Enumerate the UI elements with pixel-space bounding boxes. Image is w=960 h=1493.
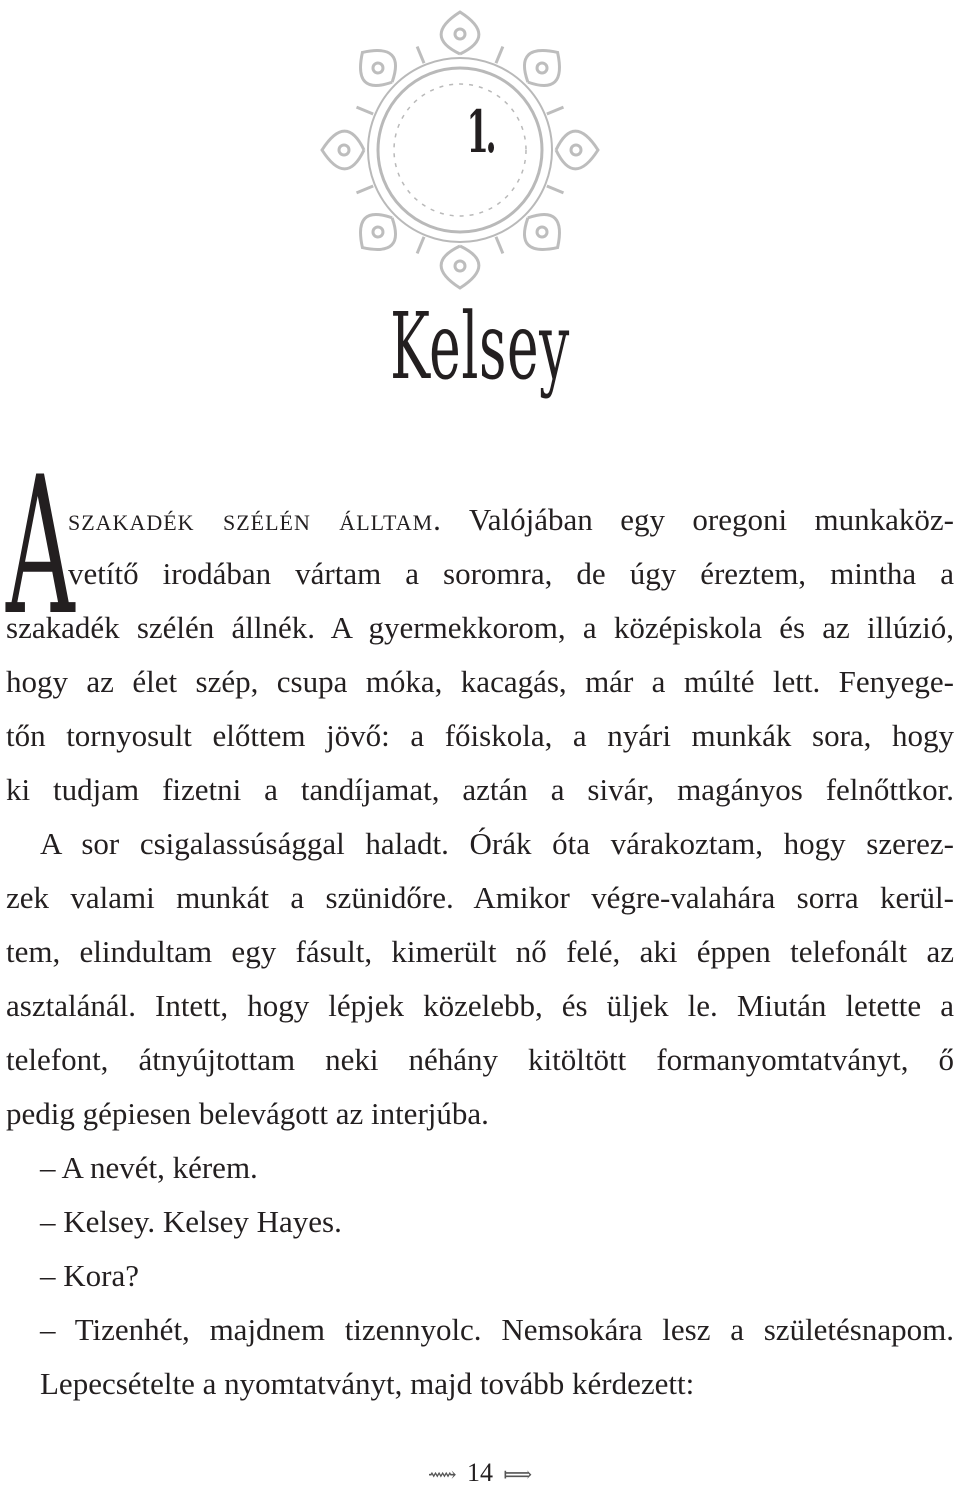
- chapter-number: 1.: [466, 98, 494, 166]
- ornament-spoke: [357, 186, 374, 193]
- chapter-title: Kelsey: [390, 293, 570, 400]
- text-line-5: tőn tornyosult előttem jövő: a főiskola, a nyári munkák sora, hogy: [6, 718, 954, 753]
- text-line-8: zek valami munkát a szünidőre. Amikor végre-valahára sorra kerül-: [6, 880, 954, 915]
- ornament-spoke: [496, 47, 503, 64]
- ornament-petal: [361, 214, 396, 249]
- text-line-1: [68, 500, 954, 540]
- ornament-dot: [373, 63, 383, 73]
- ornament-petal: [524, 51, 559, 86]
- text-line-10: asztalánál. Intett, hogy lépjek közelebb, és üljek le. Miután letette a: [6, 988, 954, 1023]
- ornament-dot: [455, 261, 465, 271]
- ornament-petal: [441, 12, 479, 54]
- ornament-dot: [455, 29, 465, 39]
- text-line-2: vetítő irodában vártam a soromra, de úgy éreztem, mintha a: [68, 556, 954, 591]
- text-line-12: pedig gépiesen belevágott az interjúba.: [6, 1096, 489, 1131]
- drop-cap: A: [6, 436, 75, 657]
- ornament-dot: [537, 63, 547, 73]
- ornament-spoke: [547, 186, 564, 193]
- ornament-spoke: [417, 47, 424, 64]
- text-line-last: Lepecsételte a nyomtatványt, majd tovább kérdezett:: [40, 1366, 695, 1401]
- line-1-rest: Valójában egy oregoni munkaköz-: [441, 502, 954, 537]
- ornament-petal: [441, 246, 479, 288]
- text-line-7: A sor csigalassúsággal haladt. Órák óta várakoztam, hogy szerez-: [40, 826, 954, 861]
- dialogue-line-1: – A nevét, kérem.: [40, 1150, 258, 1185]
- text-line-3: szakadék szélén állnék. A gyermekkorom, a középiskola és az illúzió,: [6, 610, 954, 645]
- ornament-spoke: [417, 237, 424, 254]
- dialogue-line-3: – Kora?: [40, 1258, 139, 1293]
- opening-smallcaps: szakadék szélén álltam.: [68, 502, 442, 537]
- flourish-right-icon: ⟾: [503, 1464, 533, 1487]
- text-line-4: hogy az élet szép, csupa móka, kacagás, már a múlté lett. Fenyege-: [6, 664, 954, 699]
- flourish-left-icon: ⟿: [427, 1464, 457, 1487]
- page-number: 14: [467, 1458, 493, 1487]
- text-line-9: tem, elindultam egy fásult, kimerült nő felé, aki éppen telefonált az: [6, 934, 954, 969]
- dialogue-line-4: – Tizenhét, majdnem tizennyolc. Nemsokára lesz a születésnapom.: [40, 1312, 954, 1347]
- page-footer: [0, 1456, 960, 1492]
- ornament-dot: [373, 227, 383, 237]
- ornament-petal: [361, 51, 396, 86]
- ornament-petal: [524, 214, 559, 249]
- text-line-11: telefont, átnyújtottam neki néhány kitöltött formanyomtatványt, ő: [6, 1042, 954, 1077]
- text-line-6: ki tudjam fizetni a tandíjamat, aztán a sivár, magányos felnőttkor.: [6, 772, 954, 807]
- dialogue-line-2: – Kelsey. Kelsey Hayes.: [40, 1204, 342, 1239]
- ornament-dot: [537, 227, 547, 237]
- ornament-spoke: [496, 237, 503, 254]
